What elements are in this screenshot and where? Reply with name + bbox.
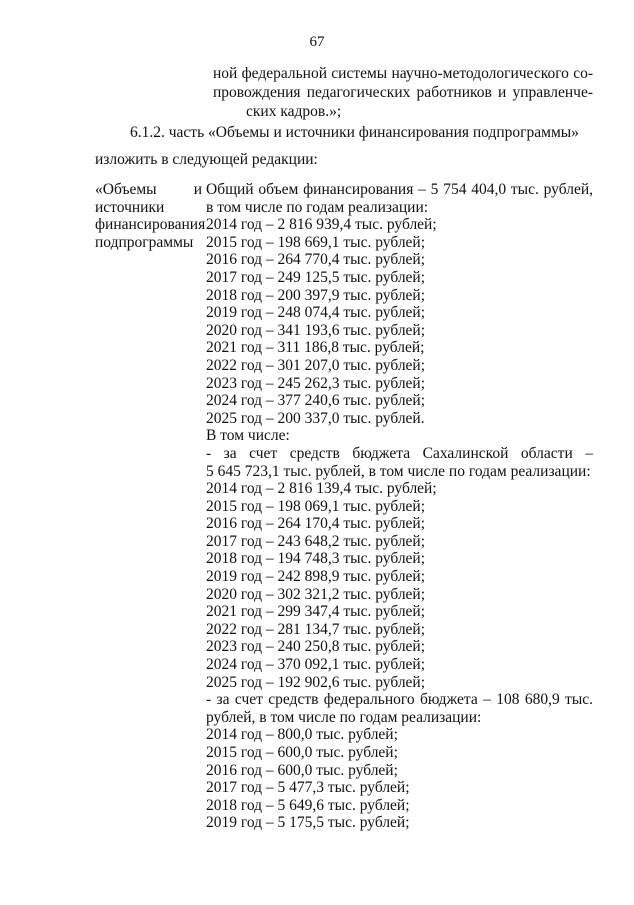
- financing-line: - за счет средств бюджета Сахалинской области –: [206, 444, 593, 462]
- financing-line: - за счет средств федерального бюджета – 108 680,9 тыс.: [206, 691, 593, 709]
- clause-heading: 6.1.2. часть «Объемы и источники финансирования подпрограммы»: [130, 124, 579, 141]
- financing-line: 2014 год – 2 816 139,4 тыс. рублей;: [206, 480, 437, 498]
- passport-label-column: [95, 181, 205, 251]
- financing-line: 2023 год – 240 250,8 тыс. рублей;: [206, 638, 426, 656]
- financing-line: 2015 год – 198 669,1 тыс. рублей;: [206, 233, 426, 251]
- financing-line: 2016 год – 264 170,4 тыс. рублей;: [206, 515, 426, 533]
- financing-line: 2020 год – 341 193,6 тыс. рублей;: [206, 321, 426, 339]
- financing-line: 2016 год – 264 770,4 тыс. рублей;: [206, 251, 426, 269]
- passport-label-word: и: [193, 181, 202, 198]
- passport-label-line: [95, 181, 202, 199]
- financing-line: 2022 год – 301 207,0 тыс. рублей;: [206, 356, 426, 374]
- financing-details-column: [206, 181, 593, 832]
- passport-label-line: подпрограммы: [95, 233, 194, 251]
- financing-line: Общий объем финансирования – 5 754 404,0 тыс. рублей,: [206, 181, 593, 198]
- financing-line: 2014 год – 2 816 939,4 тыс. рублей;: [206, 216, 437, 234]
- intro-line: ной федеральной системы научно-методологического со-: [213, 65, 593, 82]
- financing-line: 2019 год – 5 175,5 тыс. рублей;: [206, 814, 410, 832]
- financing-line: 2022 год – 281 134,7 тыс. рублей;: [206, 620, 426, 638]
- financing-line: 2024 год – 370 092,1 тыс. рублей;: [206, 656, 426, 674]
- financing-line: в том числе по годам реализации:: [206, 198, 429, 216]
- financing-line: 2024 год – 377 240,6 тыс. рублей;: [206, 392, 426, 410]
- passport-label-line: финансирования: [95, 216, 206, 234]
- financing-line: В том числе:: [206, 427, 290, 445]
- financing-line: 2025 год – 192 902,6 тыс. рублей;: [206, 673, 426, 691]
- clause-continuation: изложить в следующей редакции:: [95, 151, 318, 168]
- page-number: 67: [309, 34, 325, 50]
- financing-line: 2017 год – 5 477,3 тыс. рублей;: [206, 779, 410, 797]
- financing-line: 2021 год – 311 186,8 тыс. рублей;: [206, 339, 425, 357]
- financing-line: рублей, в том числе по годам реализации:: [206, 708, 482, 726]
- financing-line: 2017 год – 243 648,2 тыс. рублей;: [206, 532, 426, 550]
- intro-line: провождения педагогических работников и управленче-: [213, 84, 593, 101]
- passport-label-word: «Объемы: [95, 181, 157, 198]
- intro-line: ских кадров.»;: [246, 103, 342, 120]
- financing-line: 2025 год – 200 337,0 тыс. рублей.: [206, 409, 425, 427]
- financing-line: 2014 год – 800,0 тыс. рублей;: [206, 726, 398, 744]
- financing-line: 2017 год – 249 125,5 тыс. рублей;: [206, 268, 426, 286]
- financing-line: 2015 год – 600,0 тыс. рублей;: [206, 744, 398, 761]
- intro-paragraph: [213, 64, 593, 121]
- financing-line: 2020 год – 302 321,2 тыс. рублей;: [206, 585, 426, 603]
- financing-line: 2018 год – 194 748,3 тыс. рублей;: [206, 550, 426, 568]
- financing-line: 2018 год – 5 649,6 тыс. рублей;: [206, 796, 410, 814]
- financing-line: 2019 год – 242 898,9 тыс. рублей;: [206, 568, 426, 586]
- financing-line: 5 645 723,1 тыс. рублей, в том числе по годам реализации:: [206, 462, 591, 480]
- financing-line: 2015 год – 198 069,1 тыс. рублей;: [206, 497, 426, 515]
- financing-line: 2016 год – 600,0 тыс. рублей;: [206, 761, 398, 779]
- financing-line: 2019 год – 248 074,4 тыс. рублей;: [206, 304, 426, 322]
- financing-line: 2018 год – 200 397,9 тыс. рублей;: [206, 286, 426, 304]
- financing-line: 2023 год – 245 262,3 тыс. рублей;: [206, 374, 426, 392]
- financing-line: 2021 год – 299 347,4 тыс. рублей;: [206, 603, 426, 621]
- passport-label-line: источники: [95, 198, 165, 216]
